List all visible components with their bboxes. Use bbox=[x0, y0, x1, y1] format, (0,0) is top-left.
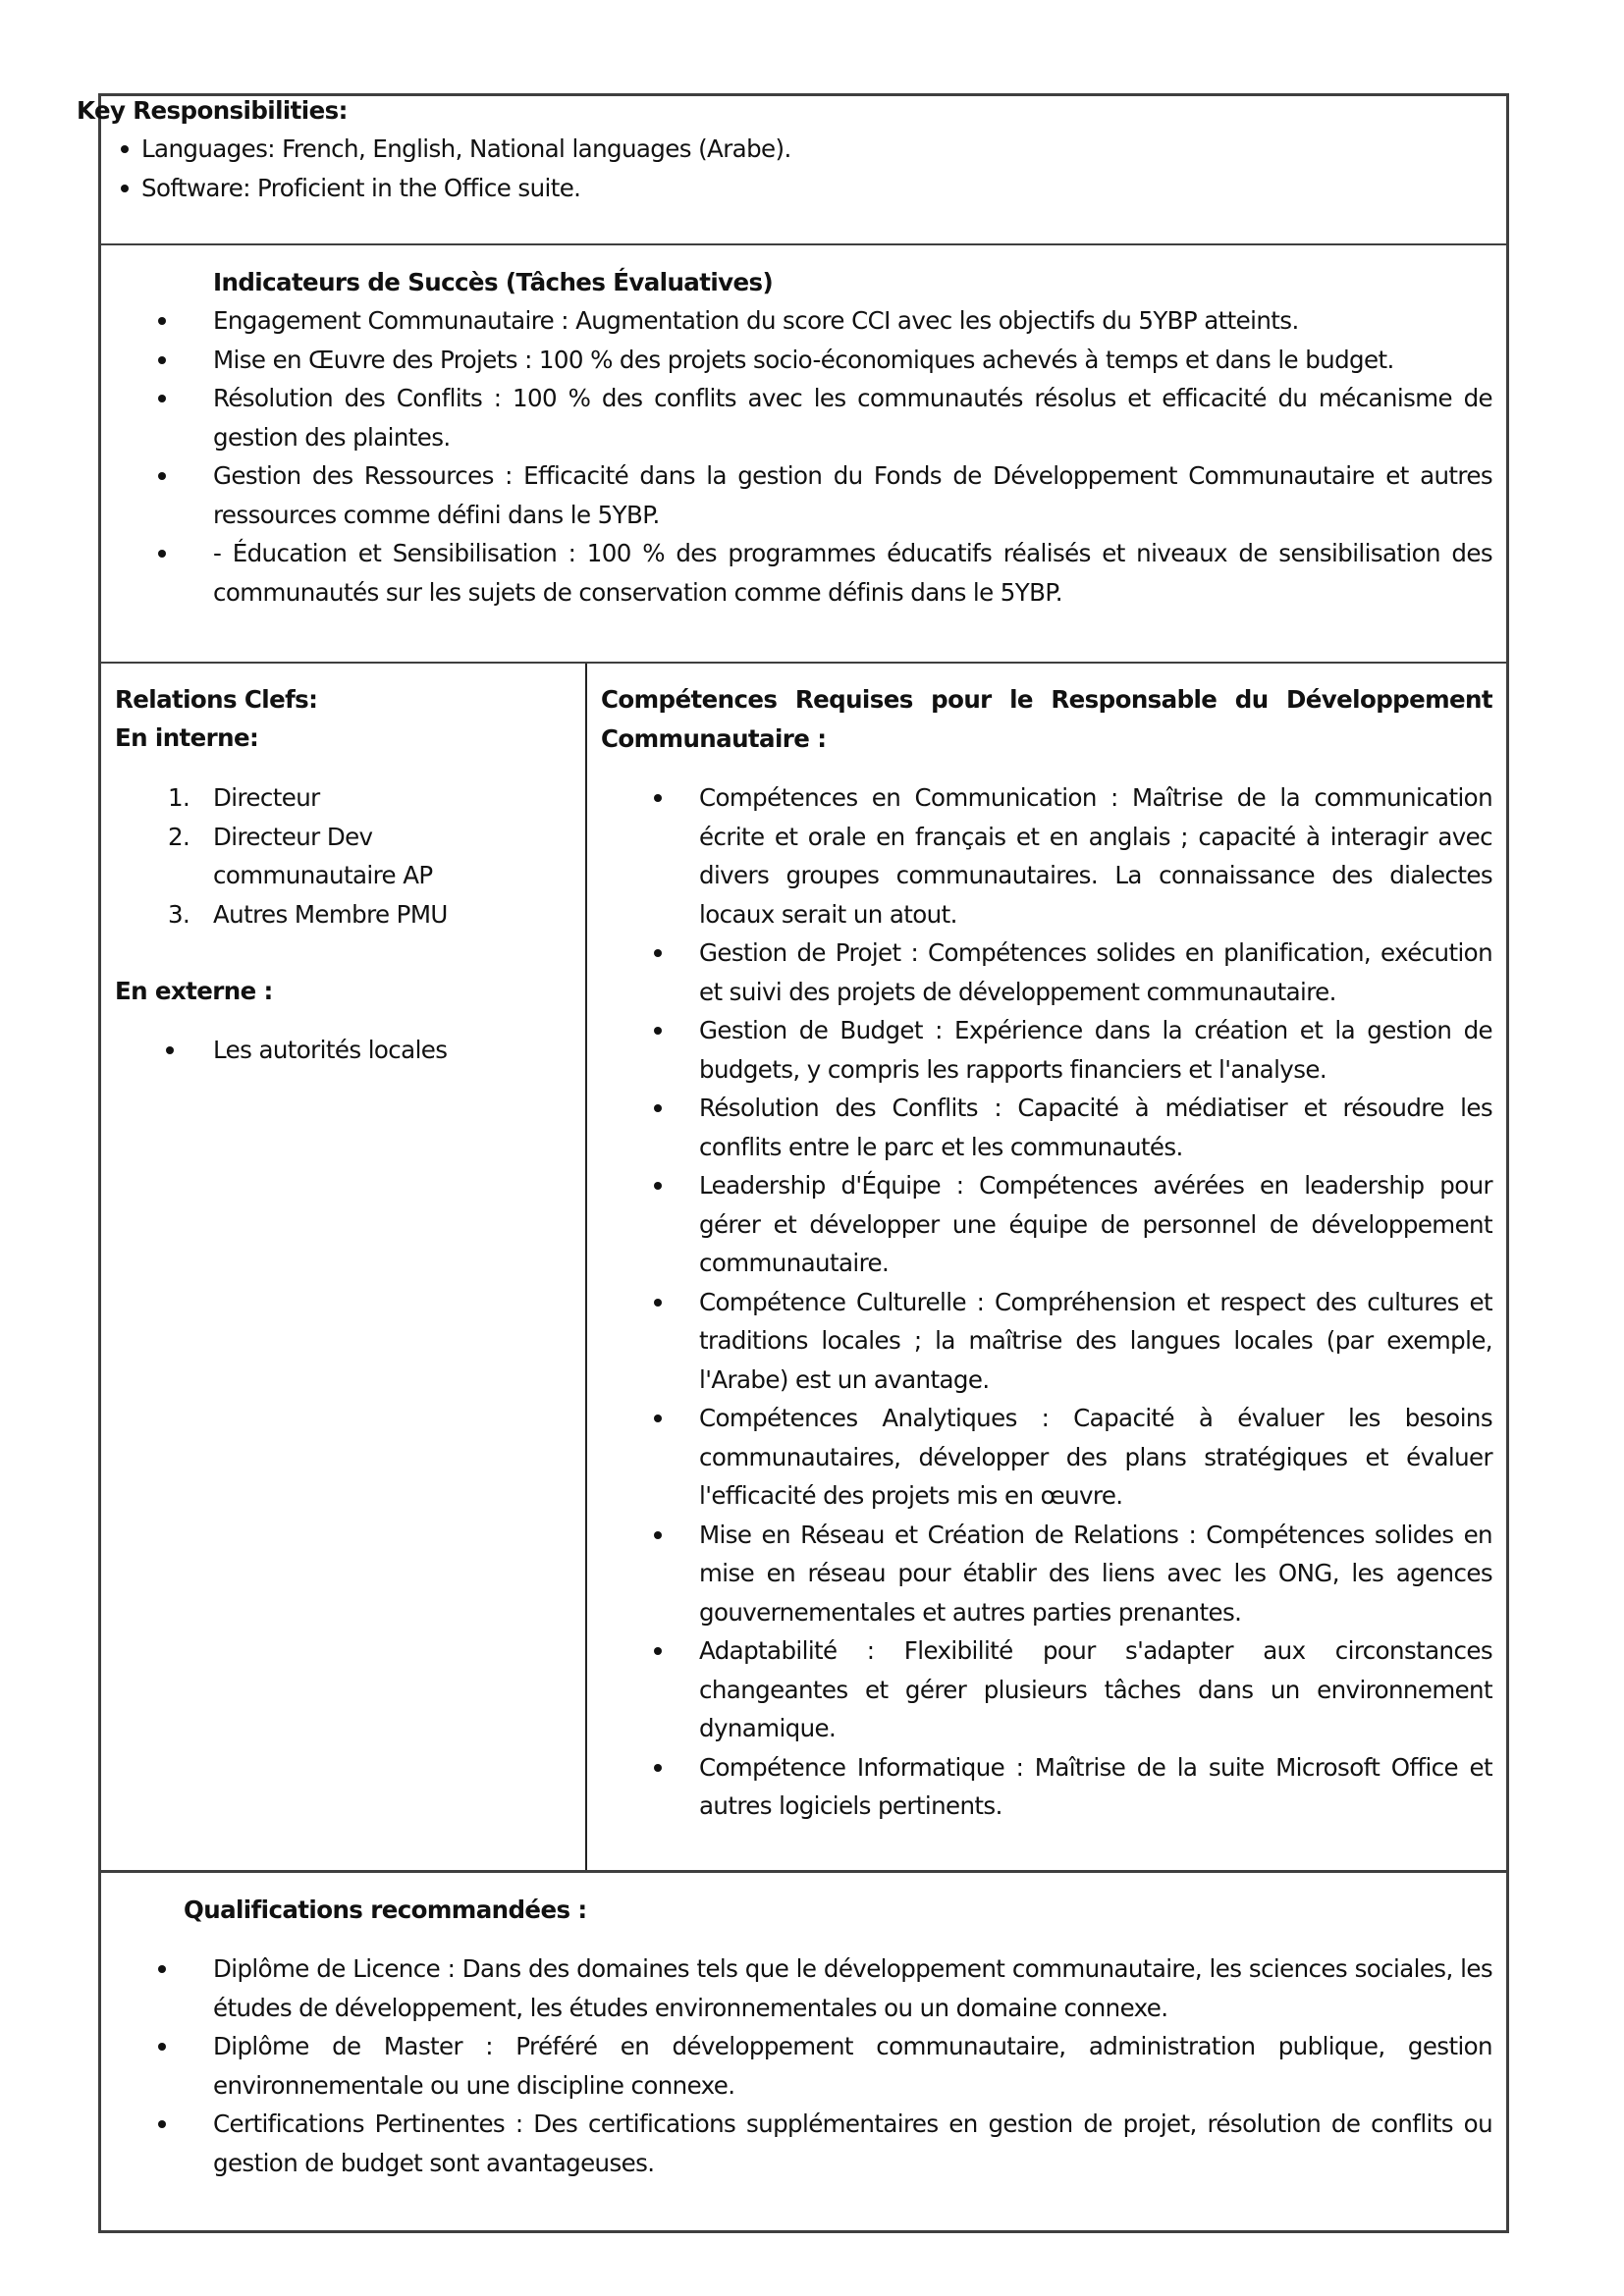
list-item: Les autorités locales bbox=[213, 1031, 547, 1070]
bullet-icon bbox=[654, 794, 662, 802]
list-item: Compétence Informatique : Maîtrise de la suite Microsoft Office et autres logiciels pertinents. bbox=[699, 1748, 1492, 1826]
bullet-icon bbox=[166, 1046, 174, 1054]
list-item: Diplôme de Licence : Dans des domaines tels que le développement communautaire, les sciences sociales, les études de développement, les études environnementales ou un domaine connexe. bbox=[213, 1949, 1492, 2027]
list-item: 1. Directeur bbox=[168, 783, 320, 812]
bullet-icon bbox=[654, 1647, 662, 1655]
list-item: Compétences Analytiques : Capacité à évaluer les besoins communautaires, développer des plans stratégiques et évaluer l'efficacité des projets mis en œuvre. bbox=[699, 1399, 1492, 1516]
list-item: Certifications Pertinentes : Des certifications supplémentaires en gestion de projet, résolution de conflits ou gestion de budget sont avantageuses. bbox=[213, 2105, 1492, 2182]
external-relations-heading: En externe : bbox=[115, 977, 273, 1005]
list-item: 2. Directeur Dev communautaire AP bbox=[168, 822, 433, 889]
list-item: Adaptabilité : Flexibilité pour s'adapter aux circonstances changeantes et gérer plusieurs tâches dans un environnement dynamique. bbox=[699, 1631, 1492, 1748]
list-item: Diplôme de Master : Préféré en développement communautaire, administration publique, gestion environnementale ou une discipline connexe. bbox=[213, 2027, 1492, 2105]
qualifications-section bbox=[101, 1873, 1506, 2233]
relations-competences-section bbox=[101, 664, 1506, 1873]
key-responsibilities-section bbox=[77, 96, 1506, 245]
success-indicators-section bbox=[101, 245, 1506, 664]
success-indicators-list bbox=[213, 301, 1492, 612]
relations-heading: Relations Clefs: bbox=[115, 685, 318, 714]
list-item: 3. Autres Membre PMU bbox=[168, 899, 448, 929]
internal-relations-list bbox=[168, 778, 537, 934]
list-item: Résolution des Conflits : 100 % des conflits avec les communautés résolus et efficacité du mécanisme de gestion des plaintes. bbox=[213, 379, 1492, 456]
qualifications-list bbox=[213, 1949, 1492, 2182]
list-item: - Éducation et Sensibilisation : 100 % des programmes éducatifs réalisés et niveaux de sensibilisation des communautés sur les sujets de conservation comme définis dans le 5YBP. bbox=[213, 534, 1492, 612]
bullet-icon bbox=[158, 2120, 166, 2128]
bullet-icon bbox=[121, 185, 129, 192]
list-item: Engagement Communautaire : Augmentation du score CCI avec les objectifs du 5YBP atteints. bbox=[213, 301, 1492, 341]
internal-relations-heading: En interne: bbox=[115, 723, 259, 752]
competences-list bbox=[699, 778, 1492, 1826]
bullet-icon bbox=[654, 1764, 662, 1772]
list-item: Gestion des Ressources : Efficacité dans la gestion du Fonds de Développement Communautaire et autres ressources comme défini dans le 5YBP. bbox=[213, 456, 1492, 534]
list-item: Software: Proficient in the Office suite. bbox=[141, 169, 1492, 208]
bullet-icon bbox=[654, 949, 662, 957]
bullet-icon bbox=[121, 145, 129, 153]
competences-heading: Compétences Requises pour le Responsable du Développement Communautaire : bbox=[601, 685, 1492, 753]
bullet-icon bbox=[654, 1027, 662, 1035]
list-item: Résolution des Conflits : Capacité à médiatiser et résoudre les conflits entre le parc et les communautés. bbox=[699, 1089, 1492, 1166]
relations-column bbox=[101, 664, 587, 1870]
bullet-icon bbox=[654, 1299, 662, 1307]
bullet-icon bbox=[654, 1104, 662, 1112]
list-item: Gestion de Budget : Expérience dans la création et la gestion de budgets, y compris les rapports financiers et l'analyse. bbox=[699, 1011, 1492, 1089]
key-responsibilities-heading: Key Responsibilities: bbox=[77, 96, 348, 125]
bullet-icon bbox=[158, 550, 166, 558]
bullet-icon bbox=[158, 472, 166, 480]
bullet-icon bbox=[158, 2043, 166, 2051]
list-item: Mise en Réseau et Création de Relations : Compétences solides en mise en réseau pour établir des liens avec les ONG, les agences gouvernementales et autres parties prenantes. bbox=[699, 1516, 1492, 1632]
bullet-icon bbox=[654, 1182, 662, 1190]
bullet-icon bbox=[158, 395, 166, 402]
list-item: Languages: French, English, National languages (Arabe). bbox=[141, 130, 1492, 169]
list-item: Compétence Culturelle : Compréhension et respect des cultures et traditions locales ; la maîtrise des langues locales (par exemple, l'Arabe) est un avantage. bbox=[699, 1283, 1492, 1400]
qualifications-heading: Qualifications recommandées : bbox=[184, 1896, 587, 1924]
bullet-icon bbox=[654, 1415, 662, 1422]
list-item: Compétences en Communication : Maîtrise de la communication écrite et orale en français et en anglais ; capacité à interagir avec divers groupes communautaires. La connaissance des dialectes locaux serait un atout. bbox=[699, 778, 1492, 934]
bullet-icon bbox=[158, 1965, 166, 1973]
bullet-icon bbox=[158, 356, 166, 364]
bullet-icon bbox=[158, 317, 166, 325]
key-responsibilities-list bbox=[141, 130, 1492, 207]
success-indicators-heading: Indicateurs de Succès (Tâches Évaluatives) bbox=[213, 268, 774, 296]
list-item: Leadership d'Équipe : Compétences avérées en leadership pour gérer et développer une équipe de personnel de développement communautaire. bbox=[699, 1166, 1492, 1283]
bullet-icon bbox=[654, 1531, 662, 1539]
list-item: Mise en Œuvre des Projets : 100 % des projets socio-économiques achevés à temps et dans le budget. bbox=[213, 341, 1492, 380]
list-item: Gestion de Projet : Compétences solides en planification, exécution et suivi des projets de développement communautaire. bbox=[699, 934, 1492, 1011]
external-relations-list bbox=[213, 1031, 547, 1070]
job-description-table bbox=[77, 93, 1509, 2233]
competences-column bbox=[587, 664, 1506, 1870]
